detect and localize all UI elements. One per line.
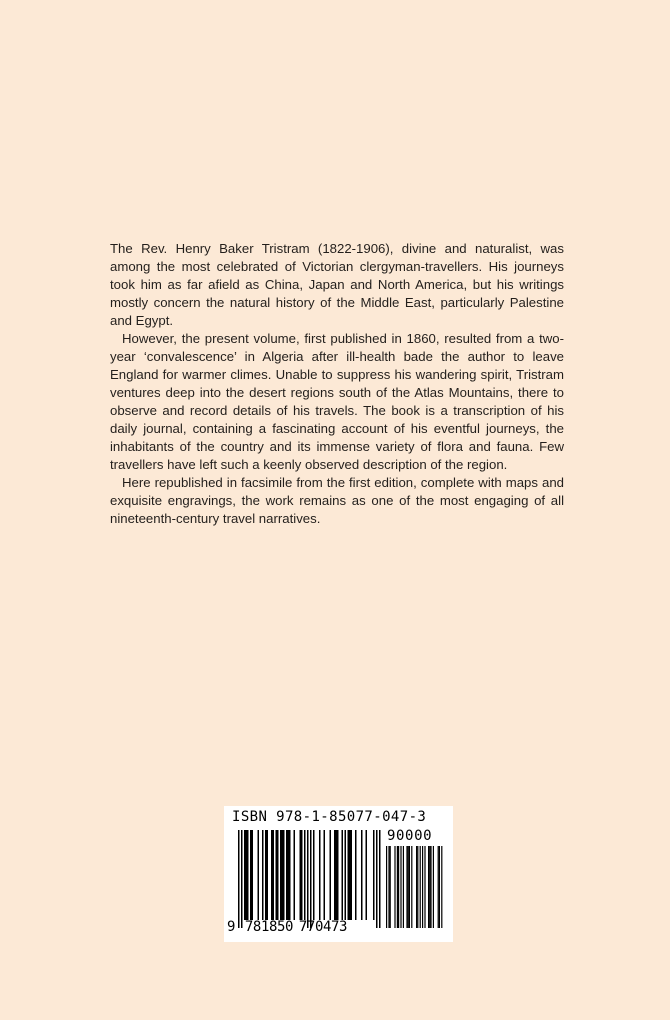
barcode-bar	[300, 830, 302, 920]
barcode-bar	[366, 830, 368, 920]
barcode-bar	[265, 830, 267, 920]
addon-bar	[441, 846, 442, 928]
barcode-bar	[310, 830, 312, 928]
barcode-bar	[288, 830, 290, 920]
barcode-bar	[246, 830, 248, 920]
barcode-bar	[361, 830, 363, 920]
addon-bar	[386, 846, 387, 928]
barcode-bar	[280, 830, 282, 920]
barcode-bar	[379, 830, 381, 928]
addon-bar	[398, 846, 399, 928]
addon-bar	[388, 846, 389, 928]
barcode-bar	[277, 830, 279, 920]
addon-bar	[411, 846, 412, 928]
addon-bar	[406, 846, 407, 928]
isbn-label: ISBN 978-1-85077-047-3	[232, 809, 427, 825]
blurb-paragraph-3: Here republished in facsimile from the first edition, complete with maps and exquisite engravings, the work remains as one of the most engaging of all nineteenth-century travel narratives.	[110, 475, 564, 526]
barcode-bar	[262, 830, 264, 920]
isbn-barcode	[224, 806, 453, 942]
addon-bar	[416, 846, 417, 928]
addon-bar	[424, 846, 425, 928]
barcode-bar	[373, 830, 375, 920]
addon-bar	[430, 846, 431, 928]
barcode-bar	[282, 830, 284, 920]
addon-bar	[433, 846, 434, 928]
barcode-bar	[334, 830, 336, 920]
addon-bar	[397, 846, 398, 928]
barcode-bar	[267, 830, 269, 920]
addon-bar	[403, 846, 404, 928]
barcode-bar	[319, 830, 321, 920]
barcode-bar	[247, 830, 249, 920]
blurb-paragraph-1: The Rev. Henry Baker Tristram (1822-1906), divine and naturalist, was among the most celebrated of Victorian clergyman-travellers. His journeys took him as far afield as China, Japan and North America, but his writings mostly concern the natural history of the Middle East, particularly Palestine and Egypt.	[110, 241, 564, 328]
addon-bar	[409, 846, 410, 928]
barcode-bar	[250, 830, 252, 920]
barcode-bar	[345, 830, 347, 920]
barcode-bar	[330, 830, 332, 920]
price-code: 90000	[387, 828, 433, 844]
addon-bar	[428, 846, 429, 928]
barcode-bar	[337, 830, 339, 920]
barcode-bar	[252, 830, 254, 920]
barcode-bar	[273, 830, 275, 920]
barcode-right-digits: 770473	[298, 919, 348, 935]
barcode-bar	[324, 830, 326, 920]
addon-bar	[408, 846, 409, 928]
barcode-bar	[336, 830, 338, 920]
barcode-bar	[351, 830, 353, 920]
barcode-bar	[301, 830, 303, 920]
addon-bar	[400, 846, 401, 928]
addon-bar	[390, 846, 391, 928]
addon-bar	[422, 846, 423, 928]
barcode-bar	[376, 830, 378, 928]
barcode-bar	[289, 830, 291, 920]
barcode-bar	[342, 830, 344, 920]
barcode-bar	[307, 830, 309, 928]
barcode-bar	[244, 830, 246, 920]
addon-bar	[420, 846, 421, 928]
barcode-bar	[286, 830, 288, 920]
blurb-paragraph-2: However, the present volume, first published in 1860, resulted from a two-year ‘convalescence’ in Algeria after ill-health bade the author to leave England for warmer climes. Unable to suppress his wandering spirit, Tristram ventures deep into the desert regions south of the Atlas Mountains, there to observe and record details of his travels. The book is a transcription of his daily journal, containing a fascinating account of his eventful journeys, the inhabitants of the country and its immense variety of flora and fauna. Few travellers have left such a keenly observed description of the region.	[110, 331, 564, 472]
barcode-bar	[304, 830, 306, 920]
barcode-bar	[283, 830, 285, 920]
barcode-bar	[349, 830, 351, 920]
barcode-bar	[276, 830, 278, 920]
barcode-bar	[355, 830, 357, 920]
barcode-bar	[313, 830, 315, 920]
addon-bar	[394, 846, 395, 928]
addon-bar	[439, 846, 440, 928]
addon-bar	[438, 846, 439, 928]
blurb-text	[110, 240, 564, 528]
addon-bar	[417, 846, 418, 928]
barcode-lead-digit: 9	[227, 919, 236, 935]
barcode-bar	[241, 830, 243, 928]
barcode-left-digits: 781850	[244, 919, 294, 935]
addon-bar	[429, 846, 430, 928]
barcode-bar	[271, 830, 273, 920]
barcode-bar	[348, 830, 350, 920]
barcode-digits	[227, 919, 351, 935]
barcode-bar	[258, 830, 260, 920]
barcode-bar	[238, 830, 240, 928]
barcode-bar	[294, 830, 296, 920]
